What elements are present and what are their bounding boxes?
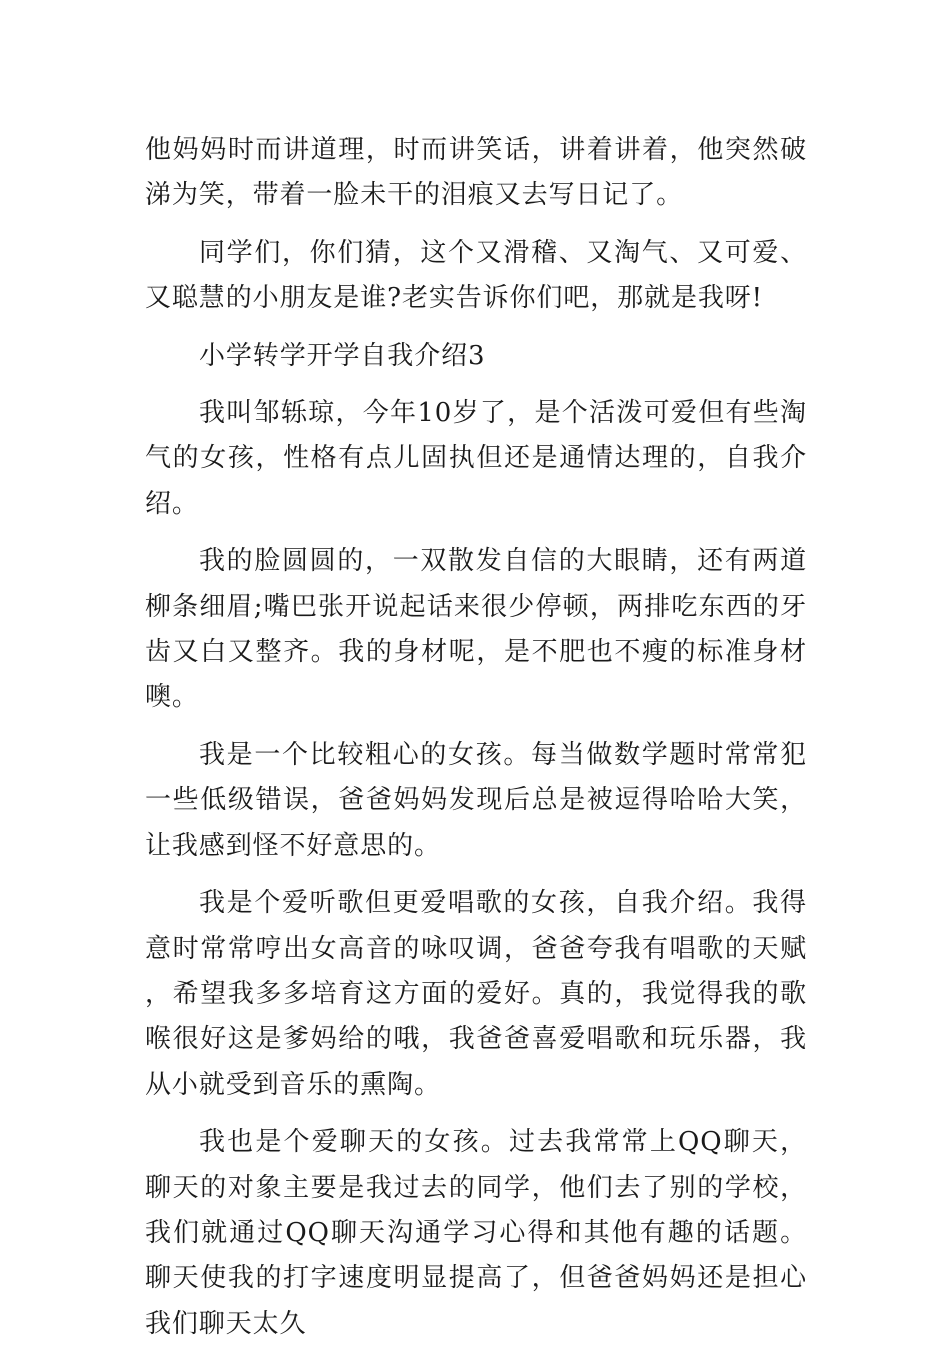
paragraph-guess: 同学们，你们猜，这个又滑稽、又淘气、又可爱、又聪慧的小朋友是谁?老实告诉你们吧，那就是我呀! [145,237,807,314]
section-heading: 小学转学开学自我介绍3 [199,340,486,371]
paragraph-careless: 我是一个比较粗心的女孩。每当做数学题时常常犯一些低级错误，爸爸妈妈发现后总是被逗得哈哈大笑，让我感到怪不好意思的。 [145,739,807,861]
paragraph-appearance: 我的脸圆圆的，一双散发自信的大眼睛，还有两道柳条细眉;嘴巴张开说起话来很少停顿，两排吃东西的牙齿又白又整齐。我的身材呢，是不肥也不瘦的标准身材噢。 [145,546,807,713]
document-body [145,128,807,1347]
paragraph-chatting: 我也是个爱聊天的女孩。过去我常常上QQ聊天，聊天的对象主要是我过去的同学，他们去了别的学校，我们就通过QQ聊天沟通学习心得和其他有趣的话题。聊天使我的打字速度明显提高了，但爸爸妈妈还是担心我们聊天太久 [145,1127,807,1339]
paragraph-intro: 我叫邹轹琼，今年10岁了，是个活泼可爱但有些淘气的女孩，性格有点儿固执但还是通情达理的，自我介绍。 [145,398,807,519]
paragraph-singing: 我是个爱听歌但更爱唱歌的女孩，自我介绍。我得意时常常哼出女高音的咏叹调，爸爸夸我有唱歌的天赋，希望我多多培育这方面的爱好。真的，我觉得我的歌喉很好这是爹妈给的哦，我爸爸喜爱唱歌和玩乐器，我从小就受到音乐的熏陶。 [145,888,807,1100]
paragraph-continued: 他妈妈时而讲道理，时而讲笑话，讲着讲着，他突然破涕为笑，带着一脸未干的泪痕又去写日记了。 [145,135,807,211]
